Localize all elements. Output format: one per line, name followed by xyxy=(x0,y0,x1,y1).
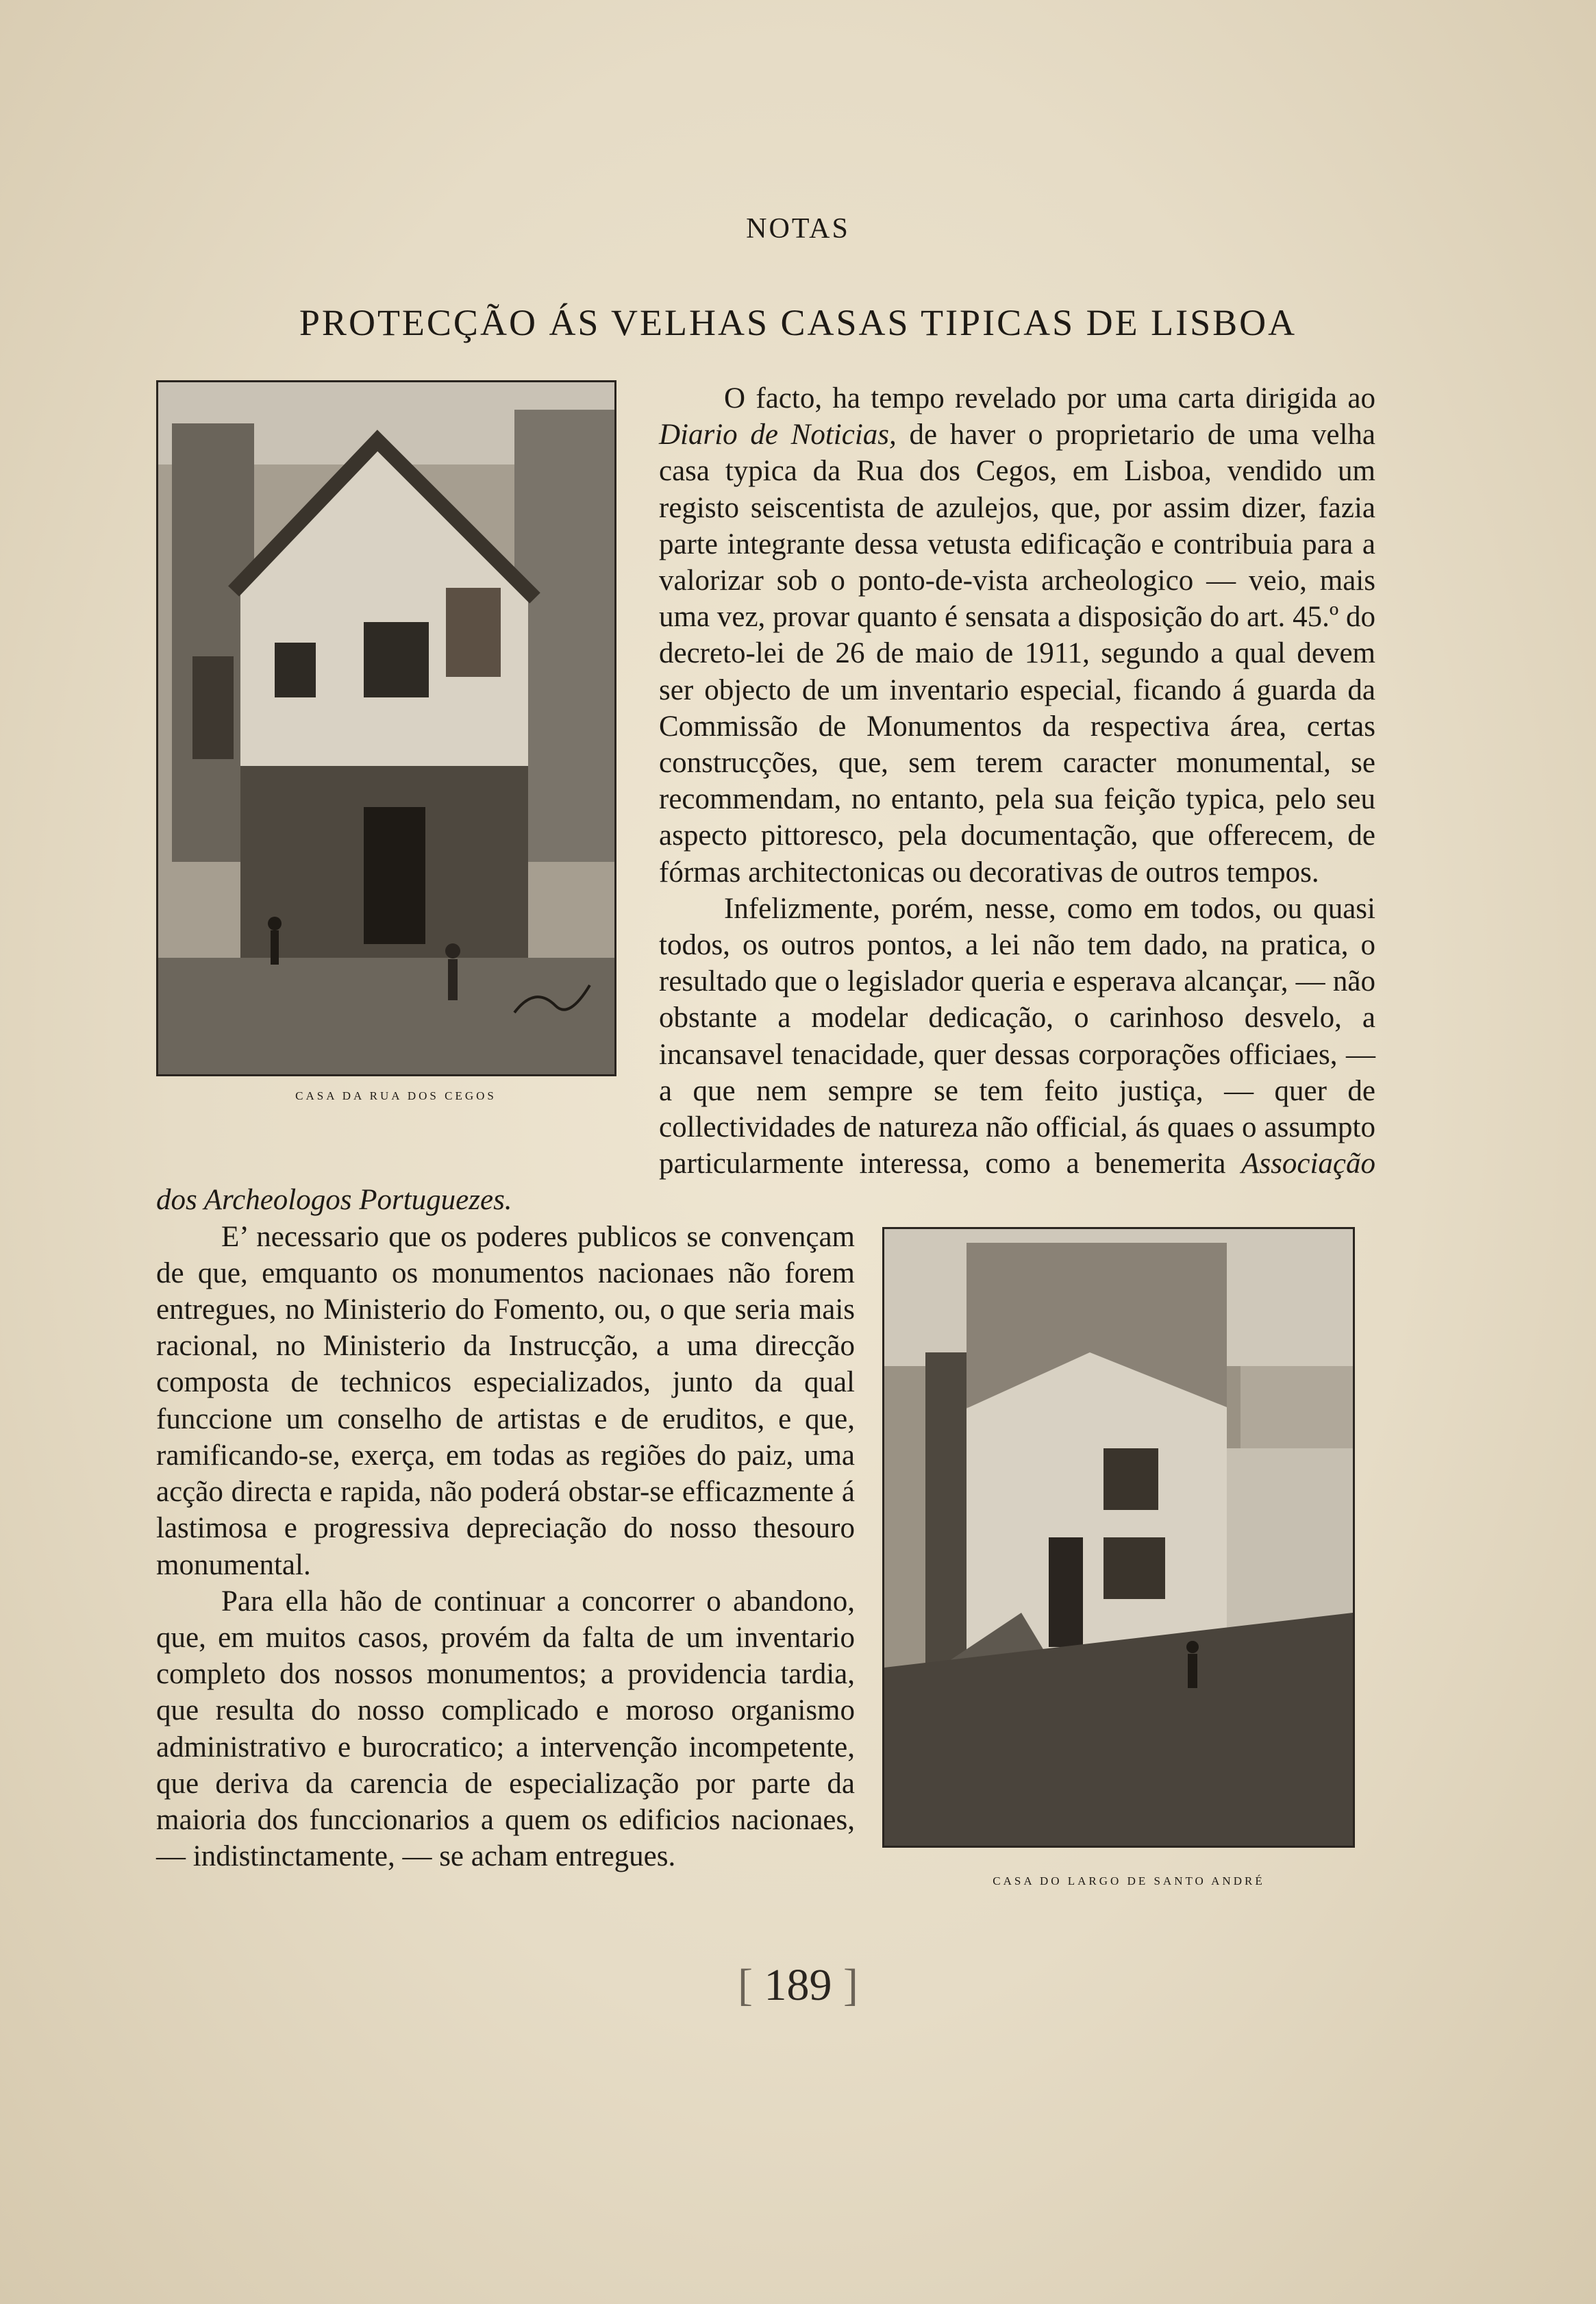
paragraph-1-text: O facto, ha tempo revelado por uma carta dirigida ao xyxy=(724,382,1375,414)
photo-casa-rua-dos-cegos xyxy=(156,380,616,1076)
paragraph-2-text: Infelizmente, porém, nesse, como em todos, ou quasi todos, os outros pontos, a lei não tem dado, na pratica, o resultado que o legislador queria e esperava alcançar, — não obstante a modelar dedicação, o carinhoso desvelo, a incansavel tenacidade, quer dessas corporações officiaes, — a que nem sempre se tem feito justiça, — quer de collectividades de natureza não official, ás quaes o assumpto particularmente interessa, como a benemerita xyxy=(659,892,1375,1180)
figure-casa-largo-santo-andre xyxy=(882,1227,1375,1912)
paragraph-1-italic: Diario de Noticias, xyxy=(659,419,897,451)
figure-caption-left: CASA DA RUA DOS CEGOS xyxy=(295,1089,497,1102)
paragraph-3: E’ necessario que os poderes publicos se convençam de que, emquanto os monumentos nacionaes não forem entregues, no Ministerio do Fomento, ou, o que seria mais racional, no Ministerio da Instrucção, a uma direcção composta de technicos especializados, junto da qual funccione um conselho de artistas e de eruditos, e que, ramificando-se, exerça, em todas as regiões do paiz, uma acção directa e rapida, não poderá obstar-se efficazmente á lastimosa e progressiva depreciação do nosso thesouro monumental. xyxy=(156,1220,855,1581)
folio-bracket-right: ] xyxy=(843,1960,858,2010)
page-number-value: 189 xyxy=(764,1960,832,2010)
paragraph-4: Para ella hão de continuar a concorrer o abandono, que, em muitos casos, provém da falta de um inventario completo dos nossos monumentos; a providencia tardia, que resulta do nosso complicado e moroso organismo administrativo e burocratico; a intervenção incompetente, que deriva da carencia de especialização por parte da maioria dos funccionarios a quem os edificios nacionaes, — indistinctamente, — se acham entregues. xyxy=(156,1585,855,1873)
folio-bracket-left: [ xyxy=(738,1960,753,2010)
page-number xyxy=(0,1959,1596,2011)
figure-caption-right: CASA DO LARGO DE SANTO ANDRÉ xyxy=(993,1874,1265,1887)
photo-casa-largo-santo-andre xyxy=(882,1227,1355,1848)
article-title: PROTECÇÃO ÁS VELHAS CASAS TIPICAS DE LISBOA xyxy=(299,302,1297,343)
paragraph-1-continuation: de haver o proprietario de uma velha casa typica da Rua dos Cegos, em Lisboa, vendido um registo seiscentista de azulejos, que, por assim dizer, fazia parte integrante dessa vetusta edificação e contribuia para a valorizar sob o ponto-de-vista archeologico — veio, mais uma vez, provar quanto é sensata a disposição do art. 45.º do decreto-lei de 26 de maio de 1911, segundo a qual devem ser objecto de um inventario especial, ficando á guarda da Commissão de Monumentos da respectiva área, certas construcções, que, sem terem caracter monumental, se recommendam, no entanto, pela sua feição typica, pelo seu aspecto pittoresco, pela documentação, que offerecem, de fórmas architectonicas ou decorativas de outros tempos. xyxy=(659,419,1376,889)
article-body xyxy=(156,380,1375,1912)
paragraph-2-italic: Associação dos Archeologos Portuguezes. xyxy=(156,1148,1375,1217)
running-header: NOTAS xyxy=(746,213,850,245)
figure-casa-rua-dos-cegos xyxy=(156,380,636,1154)
